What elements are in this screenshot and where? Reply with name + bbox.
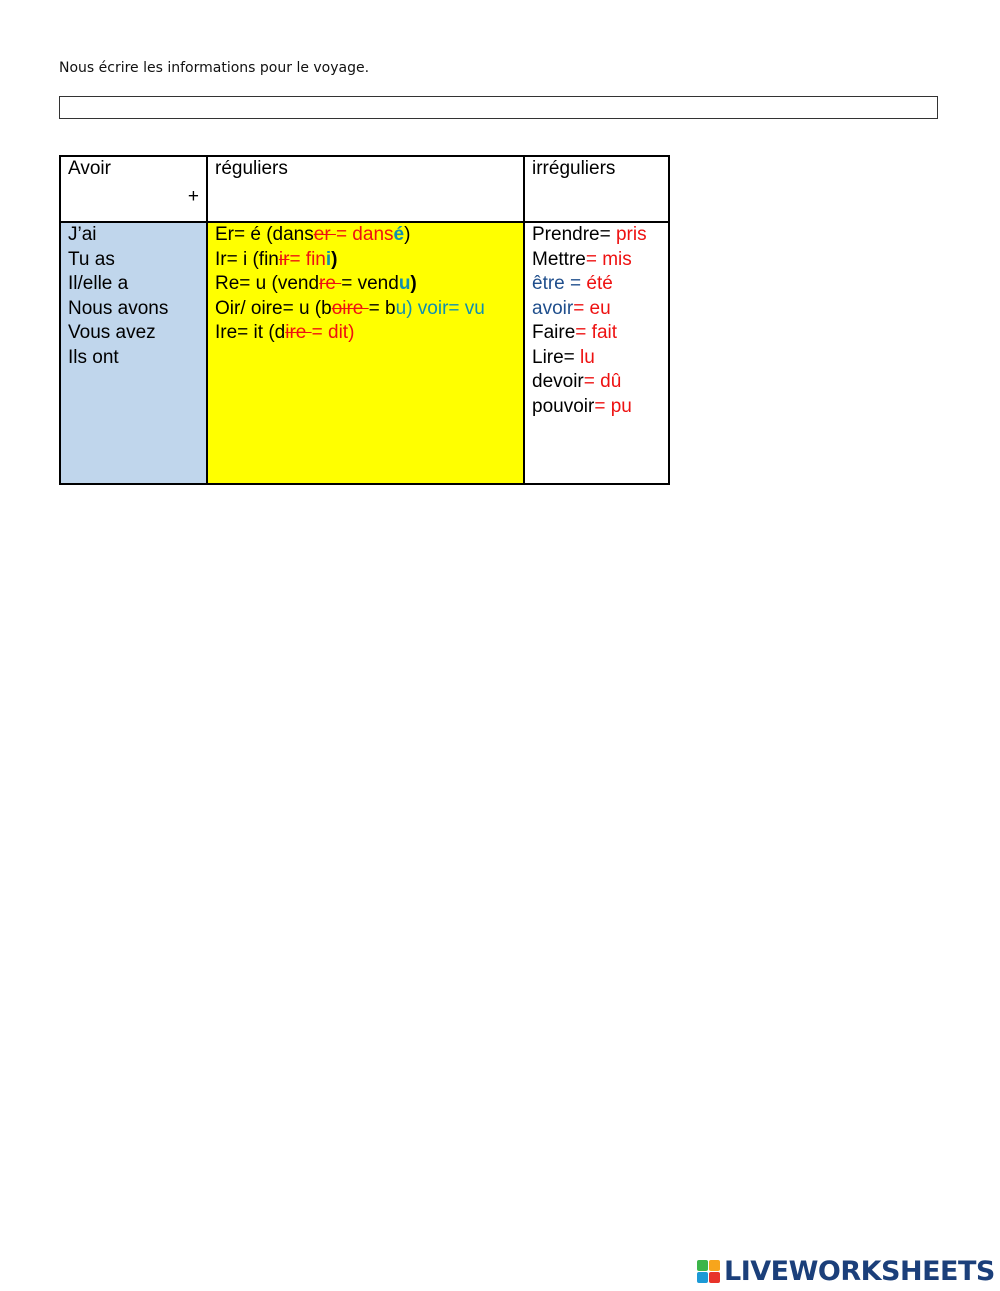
irregular-verb: avoir= eu [532, 297, 611, 319]
logo-mark-icon [697, 1260, 720, 1283]
irregular-verb: devoir= dû [532, 371, 622, 392]
regular-rules-cell [207, 222, 524, 484]
pronoun-item: Nous avons [68, 297, 169, 319]
irregular-verb: pouvoir= pu [532, 395, 632, 417]
pronoun-item: Il/elle a [68, 273, 129, 294]
logo-text: LIVEWORKSHEETS [724, 1255, 995, 1287]
liveworksheets-logo[interactable] [697, 1256, 995, 1286]
irregular-verbs-cell [524, 222, 669, 484]
rule-re: Re= u (vendre = vendu) [215, 273, 417, 294]
irregular-verb: Lire= lu [532, 346, 595, 368]
logo-square-v [697, 1272, 708, 1283]
pronoun-cell [60, 222, 207, 484]
header-reguliers: réguliers [207, 156, 524, 222]
irregular-verb: Mettre= mis [532, 248, 632, 270]
rule-ir: Ir= i (finir= fini) [215, 248, 338, 270]
rule-ire: Ire= it (dire = dit) [215, 322, 355, 343]
irregular-verb: Prendre= pris [532, 224, 647, 245]
header-avoir-label: Avoir [68, 158, 111, 179]
header-avoir [60, 156, 207, 222]
logo-square-l [697, 1260, 708, 1271]
passe-compose-table [59, 155, 670, 485]
header-plus-sign: + [187, 185, 199, 207]
table-body-row [60, 222, 669, 484]
answer-input-field[interactable] [59, 96, 938, 119]
pronoun-item: Vous avez [68, 322, 156, 343]
pronoun-item: Ils ont [68, 346, 119, 368]
irregular-verb: être = été [532, 273, 613, 294]
rule-er: Er= é (danser = dansé) [215, 224, 411, 245]
logo-square-e [709, 1272, 720, 1283]
logo-square-i [709, 1260, 720, 1271]
irregular-verb: Faire= fait [532, 322, 618, 343]
instruction-text: Nous écrire les informations pour le voyage. [59, 60, 370, 76]
header-irreguliers: irréguliers [524, 156, 669, 222]
table-header-row [60, 156, 669, 222]
pronoun-item: Tu as [68, 248, 115, 270]
pronoun-item: J’ai [68, 224, 97, 245]
rule-oir: Oir/ oire= u (boire = bu) voir= vu [215, 297, 485, 319]
